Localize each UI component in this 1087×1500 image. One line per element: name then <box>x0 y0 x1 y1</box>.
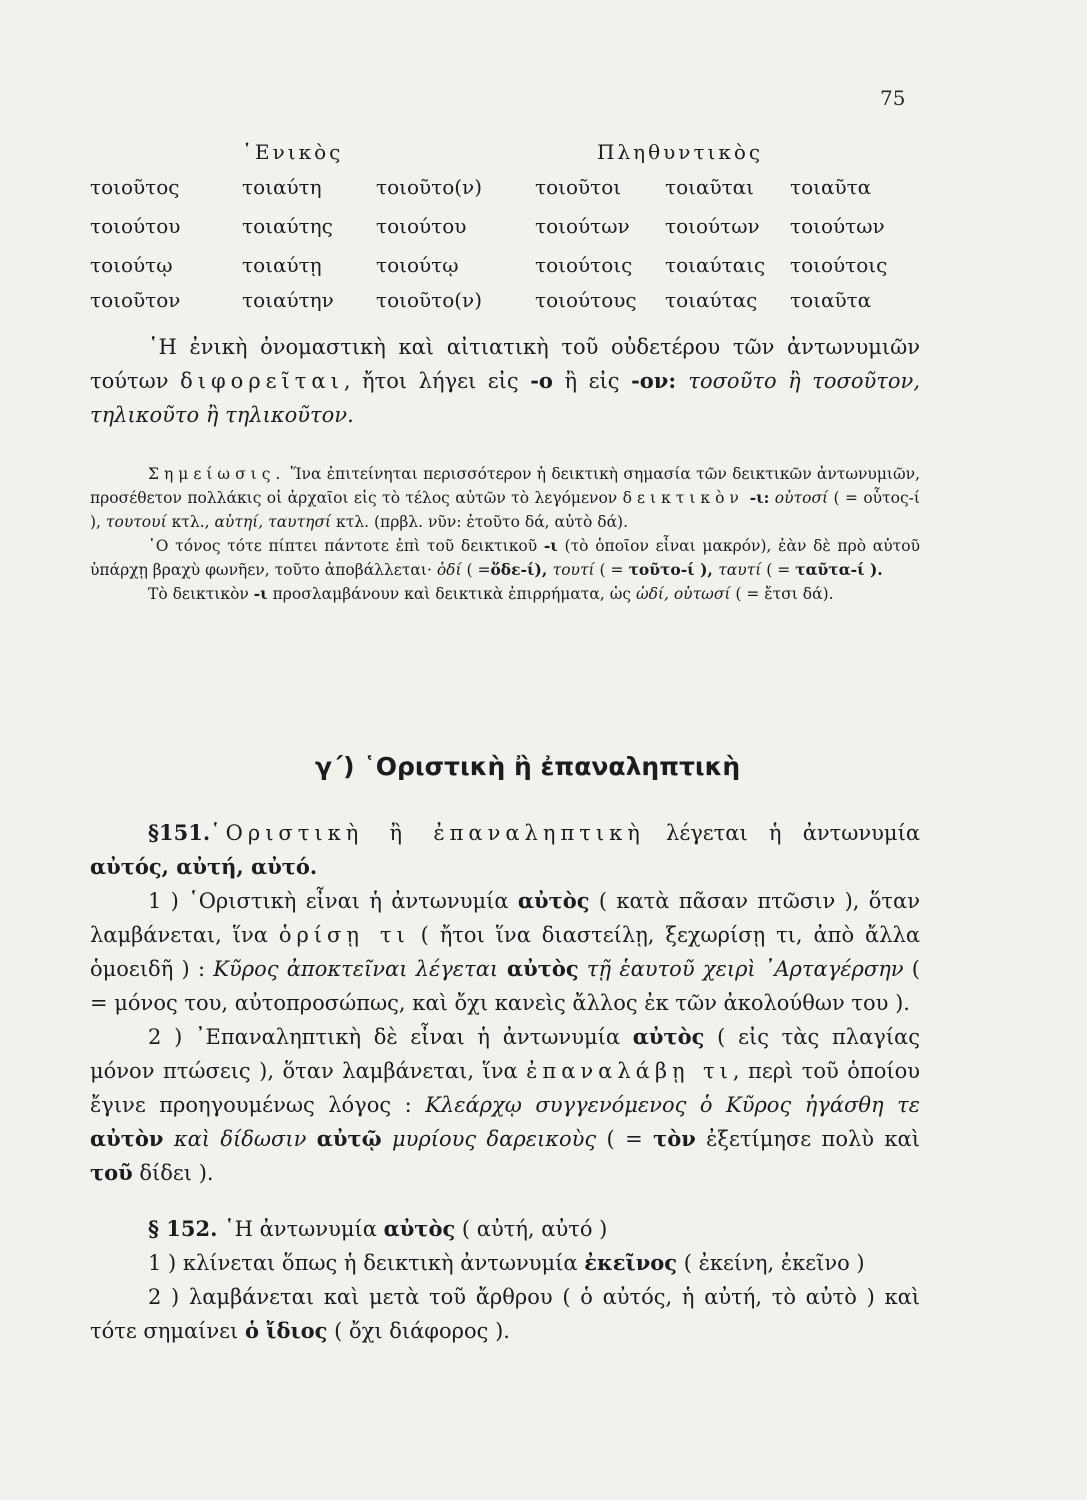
text-run: ( κατὰ πᾶσαν πτῶσιν ), ὅταν λαμβάνεται, ἵνα <box>90 889 920 947</box>
text-run: ), <box>694 560 719 579</box>
table-cell: τοιούτου <box>90 214 181 238</box>
pronoun: αὐτῷ <box>316 1126 382 1151</box>
table-cell: τοιοῦτον <box>90 288 181 312</box>
declension-row-nominative <box>90 175 1020 207</box>
text-run: (τὸ ὁποῖον εἶναι μακρόν), ἐὰν δὲ πρὸ αὐτοῦ ὑπάρχῃ βραχὺ φωνῆεν, τοῦτο ἀποβάλλεται· <box>90 537 920 579</box>
example-form: ὁδί <box>436 561 462 579</box>
section-title: γ΄) ῾Οριστικὴ ἢ ἐπαναληπτικὴ <box>315 752 741 781</box>
text-run: ( αὐτή, αὐτό ) <box>455 1217 608 1241</box>
text-run: 2 ) λαμβάνεται καὶ μετὰ τοῦ ἄρθρου ( ὁ αὐτός, ἡ αὐτή, τὸ αὐτὸ ) καὶ τότε σημαίνει <box>90 1285 920 1343</box>
text-run: 1 ) ῾Οριστικὴ εἶναι ἡ ἀντωνυμία <box>148 889 518 913</box>
pronoun: ὁ ἴδιος <box>244 1318 328 1343</box>
section-151 <box>90 816 920 1348</box>
table-cell: τοιοῦτος <box>90 175 180 199</box>
text-run: κτλ., <box>166 513 215 531</box>
text-run: δίδει ). <box>132 1161 214 1185</box>
ending-on: -ον <box>631 368 669 393</box>
section-number: §151. <box>148 820 211 845</box>
example-form: ὡδί, οὑτωσί <box>635 585 731 603</box>
table-cell: τοιαύτας <box>665 288 758 312</box>
pronoun-forms: αὐτός, αὐτή, αὐτό <box>90 854 310 879</box>
text-run: Τὸ δεικτικὸν <box>148 585 254 603</box>
table-cell: τοιαύτη <box>242 175 322 199</box>
declension-row-genitive <box>90 214 1020 246</box>
definitive-use-paragraph <box>90 884 920 1020</box>
text-run: ἢ εἰς <box>552 369 632 393</box>
text-run: 1 ) κλίνεται ὅπως ἡ δεικτικὴ ἀντωνυμία <box>148 1251 585 1275</box>
table-cell: τοιοῦτο(ν) <box>376 175 483 199</box>
table-cell: τοιαῦται <box>665 175 755 199</box>
table-cell: τοιούτῳ <box>376 253 459 277</box>
table-cell: τοιούτους <box>535 288 637 312</box>
text-run: ( ὄχι διάφορος ). <box>327 1319 510 1343</box>
text-run: ), <box>534 560 553 579</box>
pronoun: αὐτὸς <box>632 1024 705 1049</box>
section-number: § 152. <box>148 1216 218 1241</box>
neuter-ending-paragraph <box>90 330 920 432</box>
text-run: , ἤτοι λήγει εἰς <box>343 369 531 393</box>
table-cell: τοιαῦτα <box>790 288 872 312</box>
example-quote: μυρίους δαρεικοὺς <box>381 1127 597 1151</box>
text-run: ( = <box>761 561 796 579</box>
example-form-bold: ταῦτα-ί <box>795 560 865 579</box>
table-cell: τοιαύτῃ <box>242 253 322 277</box>
table-cell: τοιαύταις <box>665 253 766 277</box>
text-run: κτλ. (πρβλ. νῦν: ἐτοῦτο δά, αὐτὸ δά). <box>331 513 629 531</box>
pronoun: αὐτὸς <box>383 1216 456 1241</box>
text-run: ῾Η ἐνικὴ ὀνομαστικὴ καὶ αἰτιατικὴ τοῦ οὐδετέρου τῶν ἀντωνυμιῶν τούτων <box>90 335 920 393</box>
example-form-bold: τοῦτο-ί <box>628 560 695 579</box>
page-number: 75 <box>880 86 906 110</box>
example-quote: Κλεάρχῳ συγγενόμενος ὁ Κῦρος ἠγάσθη τε <box>425 1093 920 1117</box>
repetitive-use-paragraph <box>90 1020 920 1190</box>
table-cell: τοιαύτης <box>242 214 333 238</box>
deictic-iota: -ι <box>543 536 558 555</box>
pronoun: ἐκεῖνος <box>584 1250 678 1275</box>
text-run: ( = ἔτσι δά). <box>730 585 834 603</box>
text-run: , περὶ τοῦ ὁποίου ἔγινε προηγουμένως λόγος : <box>90 1059 920 1117</box>
text-run: ( = οὗτος-ί ), <box>90 489 920 531</box>
pronoun: αὐτὸν <box>90 1126 164 1151</box>
declension-row-dative <box>90 253 1020 285</box>
text-run: ( ἤτοι ἵνα διαστείλῃ, ξεχωρίσῃ τι, ἀπὸ ἄλλα ὁμοειδῆ ) : <box>90 923 921 981</box>
declension-row-accusative <box>90 288 1020 320</box>
header-singular: ῾Ενικὸς <box>242 140 344 164</box>
pronoun: αὐτὸς <box>517 888 590 913</box>
deictic-iota: -ι: <box>743 488 770 507</box>
spaced-term: ὁρίσῃ τι <box>278 923 410 947</box>
table-cell: τοιούτοις <box>790 253 888 277</box>
table-cell: τοιούτοις <box>535 253 633 277</box>
spaced-term: διφορεῖται <box>180 369 344 393</box>
header-plural: Πληθυντικὸς <box>597 140 764 164</box>
text-run: ἐξετίμησε πολὺ καὶ <box>695 1127 920 1151</box>
example-forms: τοσοῦτο ἢ τοσοῦτον, τηλικοῦτο ἢ τηλικοῦτον. <box>90 369 920 427</box>
example-form: αὑτηί, ταυτησί <box>214 513 332 531</box>
table-cell: τοιούτῳ <box>90 253 173 277</box>
spaced-term: δεικτικὸν <box>622 489 744 507</box>
table-cell: τοιούτων <box>535 214 630 238</box>
example-form: τουτί <box>552 561 595 579</box>
text-run: ( = <box>594 561 629 579</box>
text-run: : <box>668 368 689 393</box>
spaced-term: ἐπαναλάβῃ τι <box>526 1059 733 1083</box>
text-run: ( = μόνος του, αὐτοπροσώπως, καὶ ὄχι κανεὶς ἄλλος ἐκ τῶν ἀκολούθων του ). <box>90 957 921 1015</box>
text-run: ῾Ο τόνος τότε πίπτει πάντοτε ἐπὶ τοῦ δεικτικοῦ <box>148 537 544 555</box>
example-form-bold: ὅδε-ί <box>490 560 535 579</box>
table-cell: τοιοῦτοι <box>535 175 622 199</box>
text-run: ῾Η ἀντωνυμία <box>217 1217 384 1241</box>
article: τὸν <box>653 1126 696 1151</box>
deictic-iota: -ι <box>253 584 268 603</box>
example-form: οὑτοσί <box>769 489 829 507</box>
section-152 <box>90 1212 920 1246</box>
note-label: Σημείωσις. <box>148 465 286 483</box>
section-151-intro <box>90 816 920 884</box>
text-run: προσλαμβάνουν καὶ δεικτικὰ ἐπιρρήματα, ὡς <box>267 585 636 603</box>
table-cell: τοιοῦτο(ν) <box>376 288 483 312</box>
table-cell: τοιούτου <box>376 214 467 238</box>
example-form: ταυτί <box>718 561 762 579</box>
text-run: Ἵνα ἐπιτείνηται περισσότερον ἡ δεικτικὴ σημασία τῶν δεικτικῶν ἀντωνυμιῶν, προσέθετον πολλάκις οἱ ἀρχαῖοι εἰς τὸ τέλος αὐτῶν τὸ λεγόμενον <box>90 465 920 507</box>
text-run: ). <box>864 560 883 579</box>
pronoun: αὐτὸς <box>498 956 579 981</box>
example-quote: καὶ δίδωσιν <box>163 1127 317 1151</box>
example-quote: Κῦρος ἀποκτεῖναι λέγεται <box>213 957 499 981</box>
text-run: ( ἐκείνη, ἐκεῖνο ) <box>677 1251 865 1275</box>
inflection-rule <box>90 1246 920 1280</box>
text-run: 2 ) ᾿Επαναληπτικὴ δὲ εἶναι ἡ ἀντωνυμία <box>148 1025 633 1049</box>
ending-o: -ο <box>530 368 553 393</box>
table-cell: τοιαῦτα <box>790 175 872 199</box>
table-cell: τοιούτων <box>790 214 885 238</box>
spaced-term: ῾Οριστικὴ ἢ ἐπαναληπτικὴ <box>210 821 645 845</box>
note-block <box>90 462 920 606</box>
example-quote: τῇ ἑαυτοῦ χειρὶ ᾿Αρταγέρσην <box>578 957 904 981</box>
table-cell: τοιούτων <box>665 214 760 238</box>
article-use-rule <box>90 1280 920 1348</box>
text-run: ( = <box>461 561 491 579</box>
example-form: τουτουί <box>105 513 167 531</box>
text-run: ( εἰς τὰς πλαγίας μόνον πτώσεις ), ὅταν λαμβάνεται, ἵνα <box>90 1025 920 1083</box>
text-run: . <box>309 854 318 879</box>
text-run: ( = <box>596 1127 654 1151</box>
article: τοῦ <box>90 1160 133 1185</box>
table-cell: τοιαύτην <box>242 288 334 312</box>
text-run: λέγεται ἡ ἀντωνυμία <box>644 821 920 845</box>
